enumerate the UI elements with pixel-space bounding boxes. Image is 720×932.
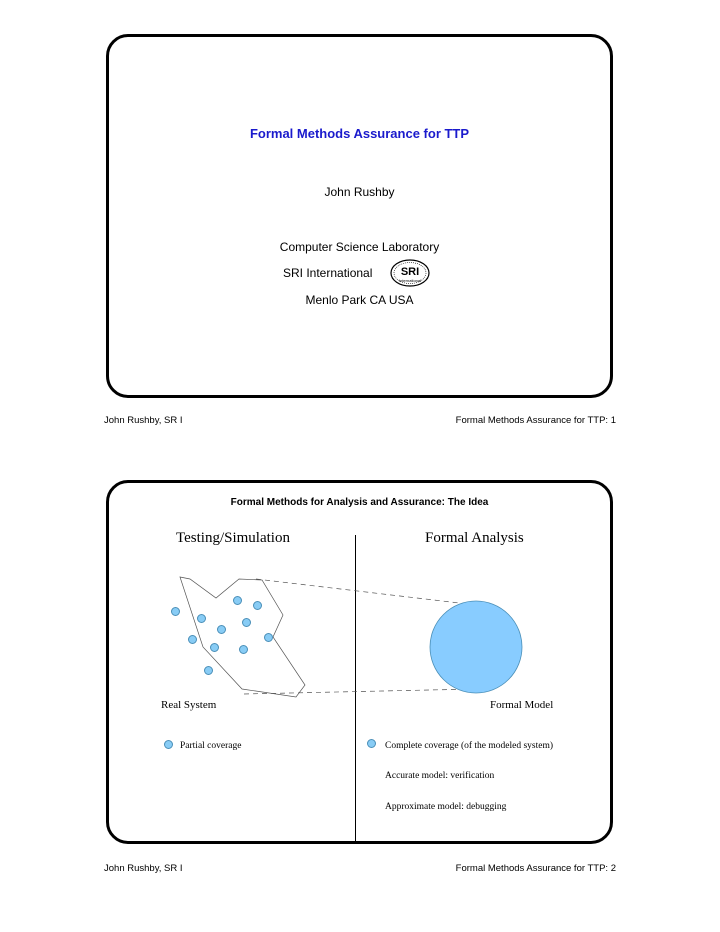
coverage-dot xyxy=(253,601,262,610)
coverage-dot xyxy=(188,635,197,644)
projection-line-top xyxy=(256,579,476,605)
sri-logo-text: SRI xyxy=(400,266,420,278)
slide-2 xyxy=(106,480,613,844)
affiliation-org: SRI International xyxy=(283,266,373,280)
approximate-model-text: Approximate model: debugging xyxy=(385,802,507,812)
system-model-diagram xyxy=(109,483,610,841)
accurate-model-text: Accurate model: verification xyxy=(385,771,495,781)
coverage-dot xyxy=(233,596,242,605)
coverage-dot xyxy=(210,643,219,652)
author-name: John Rushby xyxy=(324,185,395,199)
slide-2-title: Formal Methods for Analysis and Assurance: The Idea xyxy=(230,497,489,508)
slide-2-footer-right: Formal Methods Assurance for TTP: 2 xyxy=(455,863,616,874)
coverage-dot xyxy=(242,618,251,627)
complete-coverage-dot xyxy=(367,739,376,748)
affiliation-location: Menlo Park CA USA xyxy=(305,293,414,307)
coverage-dot xyxy=(239,645,248,654)
real-system-label: Real System xyxy=(161,699,217,711)
partial-coverage-text: Partial coverage xyxy=(180,741,242,751)
coverage-dot xyxy=(204,666,213,675)
slide-1-footer-right: Formal Methods Assurance for TTP: 1 xyxy=(455,415,616,426)
formal-model-circle xyxy=(430,601,522,693)
coverage-dot xyxy=(171,607,180,616)
sri-logo-subtext: International xyxy=(398,278,422,283)
coverage-dot xyxy=(217,625,226,634)
testing-simulation-heading: Testing/Simulation xyxy=(176,530,290,546)
real-system-shape xyxy=(180,577,305,697)
slide-2-footer-left: John Rushby, SR I xyxy=(104,863,183,874)
slide-1-title: Formal Methods Assurance for TTP xyxy=(249,126,470,141)
coverage-dot xyxy=(264,633,273,642)
affiliation-lab: Computer Science Laboratory xyxy=(279,240,440,254)
coverage-dot xyxy=(197,614,206,623)
sri-logo-icon xyxy=(390,259,430,287)
complete-coverage-text: Complete coverage (of the modeled system) xyxy=(385,741,554,751)
slide-1 xyxy=(106,34,613,398)
slide-1-footer-left: John Rushby, SR I xyxy=(104,415,183,426)
partial-coverage-dot xyxy=(164,740,173,749)
formal-model-label: Formal Model xyxy=(490,699,554,711)
formal-analysis-heading: Formal Analysis xyxy=(425,530,524,546)
